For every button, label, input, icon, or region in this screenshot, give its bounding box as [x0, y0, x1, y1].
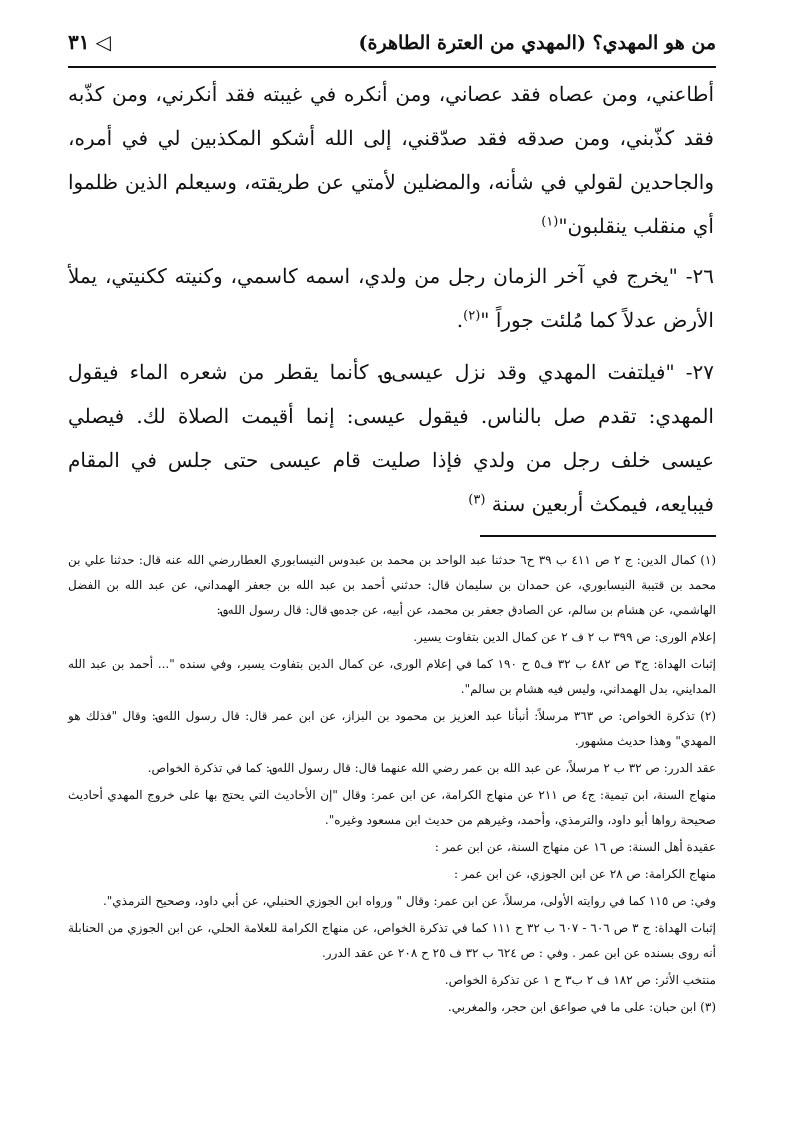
paragraph-text: أطاعني، ومن عصاه فقد عصاني، ومن أنكره في غيبته فقد أنكرني، ومن كذّبه فقد كذّبني، ومن صدقه فقد صدّقني، إلى الله أشكو المكذبين لي في أمره، والجاحدين لقولي في شأنه، والمضلين لأمتي عن طريقته، وسيعلم الذين ظلموا أي منقلب ينقلبون"	[68, 82, 714, 238]
footnote: إعلام الورى: ص ٣٩٩ ب ٢ ف ٢ عن كمال الدين بتفاوت يسير.	[413, 630, 716, 644]
hadith-27	[68, 350, 714, 526]
header-title: من هو المهدي؟ (المهدي من العترة الطاهرة)	[358, 32, 716, 54]
footnote-divider	[480, 535, 716, 537]
footnote: وفي: ص ١١٥ كما في روايته الأولى، مرسلاً، عن ابن عمر: وقال " ورواه ابن الجوزي الحنبلي، عن أبي داود، وصحيح الترمذي".	[102, 894, 716, 908]
main-text	[68, 72, 714, 534]
footnote: منهاج الكرامة: ص ٢٨ عن ابن الجوزي، عن ابن عمر :	[454, 867, 716, 881]
footnote: إثبات الهداة: ج ٣ ص ٦٠٦ - ٦٠٧ ب ٣٢ ح ١١١ كما في تذكرة الخواص، عن منهاج الكرامة للعلامة الحلي، عن ابن الجوزي من الحنابلة أنه روى بسنده عن ابن عمر . وفي : ص ٦٢٤ ب ٣٢ ف ٢٥ ح ٢٠٨ عن عقد الدرر.	[68, 921, 717, 960]
paragraph-text: ٢٦- "يخرج في آخر الزمان رجل من ولدي، اسمه كاسمي، وكنيته ككنيتي، يملأ الأرض عدلاً كما مُلئت جوراً "	[68, 264, 714, 332]
footnote: منتخب الأثر: ص ١٨٢ ف ٢ ب٣ ح ١ عن تذكرة الخواص.	[444, 973, 716, 987]
chevron-left-icon: ◁	[95, 30, 111, 54]
footnote: عقد الدرر: ص ٣٢ ب ٢ مرسلاً، عن عبد الله بن عمر رضي الله عنهما قال: قال رسول الله؈: كما في تذكرة الخواص.	[147, 761, 716, 775]
paragraph-continuation	[68, 72, 714, 248]
footnote-ref-3: (٣)	[468, 492, 486, 508]
paragraph-text: ٢٧- "فيلتفت المهدي وقد نزل عيسى؈ كأنما يقطر من شعره الماء فيقول المهدي: تقدم صل بالناس. فيقول عيسى: إنما أقيمت الصلاة لك. فيصلي عيسى خلف رجل من ولدي فإذا صليت قام عيسى حتى جلس في المقام فيبايعه، فيمكث أربعين سنة	[68, 360, 714, 516]
footnote: (٢) تذكرة الخواص: ص ٣٦٣ مرسلاً: أنبأنا عبد العزيز بن محمود بن البزاز، عن ابن عمر قال: قال رسول الله؈: وقال "فذلك هو المهدي" وهذا حديث مشهور.	[68, 709, 716, 748]
footnotes	[68, 548, 716, 1022]
footnote-ref-1: (١)	[541, 214, 559, 230]
footnote: عقيدة أهل السنة: ص ١٦ عن منهاج السنة، عن ابن عمر :	[434, 840, 716, 854]
page-number: ٣١	[68, 30, 90, 54]
hadith-26	[68, 254, 714, 342]
page-number-group	[68, 30, 111, 54]
footnote: (١) كمال الدين: ج ٢ ص ٤١١ ب ٣٩ ح٦ حدثنا عبد الواحد بن محمد بن عبدوس النيسابوري العطاررضي الله عنه قال: حدثنا علي بن محمد بن قتيبة النيسابوري، عن حمدان بن سليمان قال: حدثني أحمد بن عبد الله بن جعفر الهمداني، عن عبد الله بن الفضل الهاشمي، عن هشام بن سالم، عن الصادق جعفر بن محمد، عن أبيه، عن جده؈ قال: قال رسول الله؈:	[68, 553, 717, 617]
running-header	[68, 26, 716, 68]
footnote: إثبات الهداة: ج٣ ص ٤٨٢ ب ٣٢ ف٥ ح ١٩٠ كما في إعلام الورى، عن كمال الدين بتفاوت يسير، وفي سنده "... أحمد بن عبد الله المدايني، بدل الهمداني، وليس فيه هشام بن سالم".	[68, 657, 716, 696]
footnote-ref-2: (٢)	[463, 308, 481, 324]
period: .	[456, 308, 464, 332]
footnote: منهاج السنة، ابن تيمية: ج٤ ص ٢١١ عن منهاج الكرامة، عن ابن عمر: وقال "إن الأحاديث التي يحتج بها على خروج المهدي أحاديث صحيحة رواها أبو داود، والترمذي، وأحمد، وغيرهم من حديث ابن مسعود وغيره".	[68, 788, 717, 827]
footnote: (٣) ابن حبان: على ما في صواعق ابن حجر، والمغربي.	[447, 1000, 716, 1014]
